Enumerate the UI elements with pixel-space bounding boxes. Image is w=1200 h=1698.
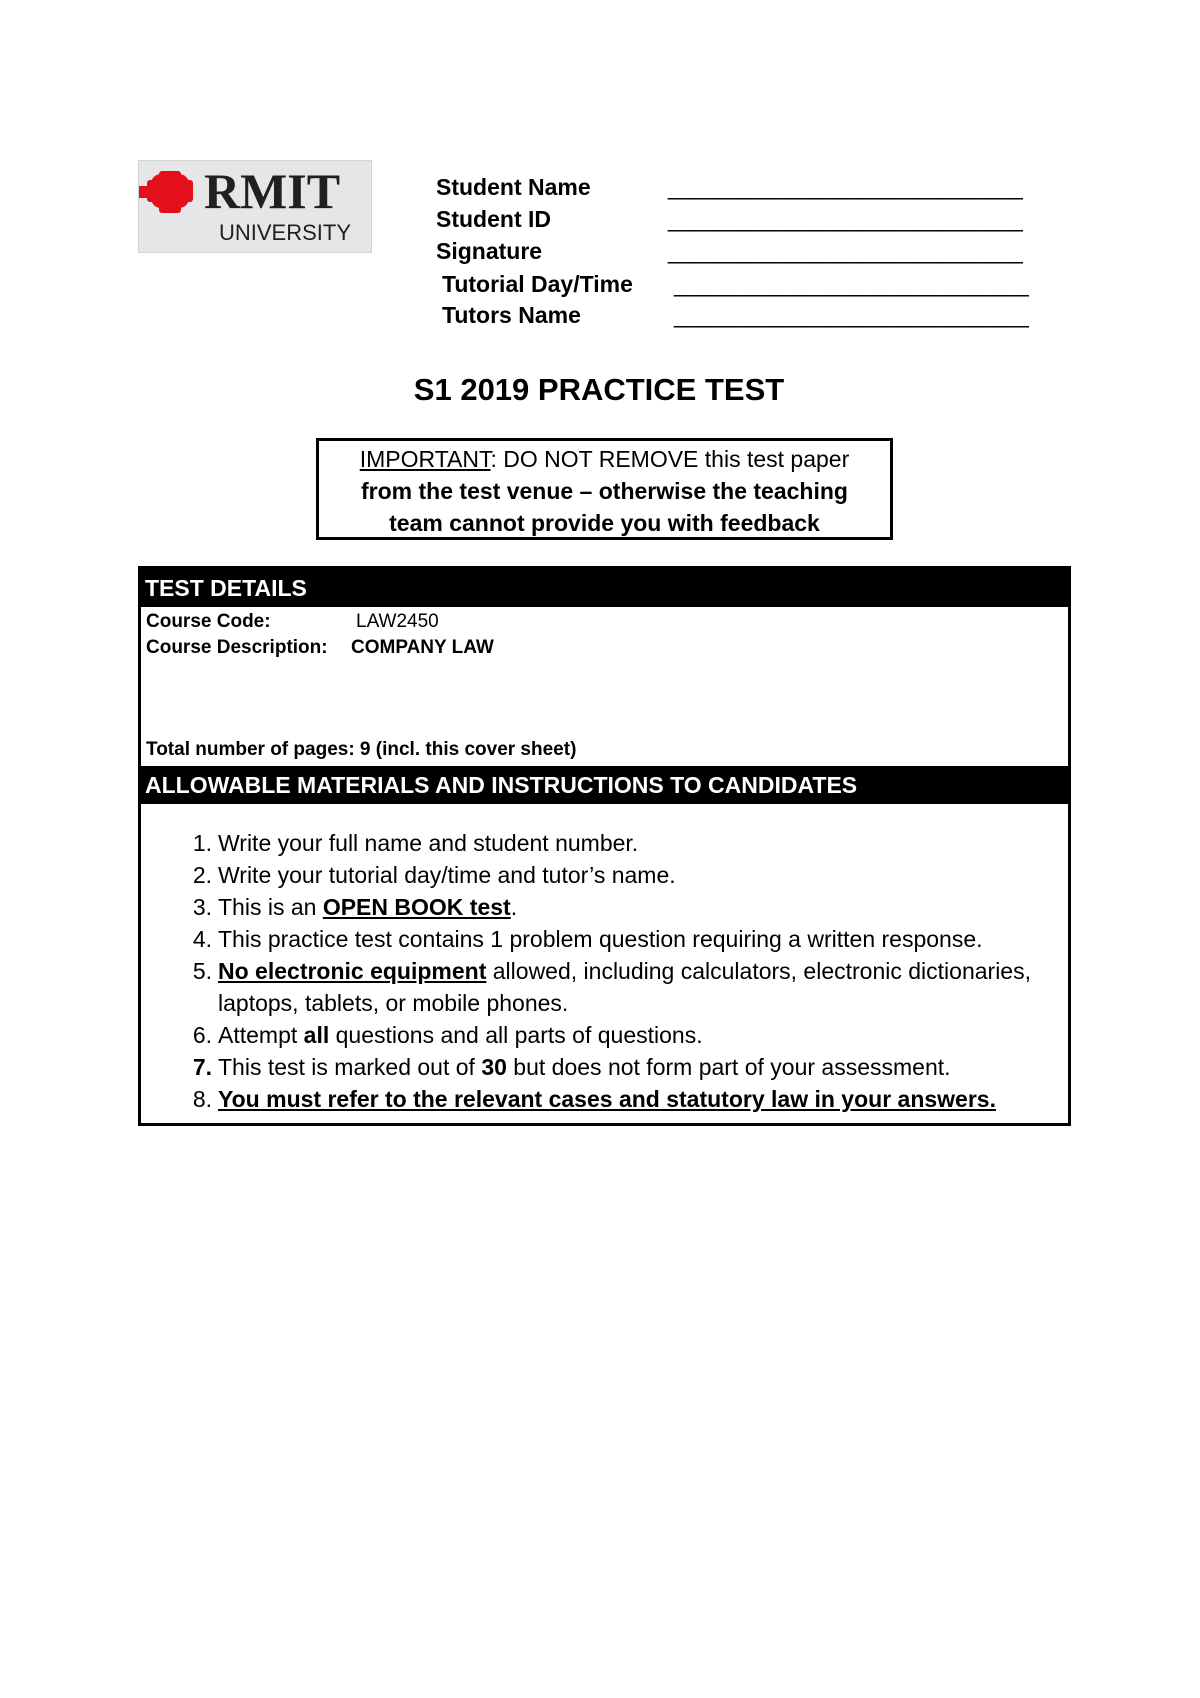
notice-line-3: team cannot provide you with feedback	[389, 510, 820, 536]
instruction-number: 8.	[192, 1086, 212, 1112]
tutors-name-label: Tutors Name	[442, 302, 581, 328]
instruction-number: 3.	[192, 894, 212, 920]
instruction-text-post: questions and all parts of questions.	[329, 1022, 703, 1048]
instruction-item	[141, 891, 1068, 923]
instruction-text: Write your full name and student number.	[218, 830, 639, 856]
rmit-logo-graphic	[139, 161, 373, 254]
instruction-item	[141, 859, 1068, 891]
instruction-number: 4.	[192, 926, 212, 952]
instruction-item	[141, 923, 1068, 955]
notice-line-2: from the test venue – otherwise the teaching	[361, 478, 848, 504]
tutorial-time-field[interactable]: ______________________________	[674, 271, 1028, 297]
instruction-emphasis: OPEN BOOK test	[322, 894, 511, 920]
instructions-header: ALLOWABLE MATERIALS AND INSTRUCTIONS TO CANDIDATES	[141, 766, 1068, 804]
instruction-text-post: but does not form part of your assessment.	[506, 1054, 951, 1080]
instruction-text: You must refer to the relevant cases and statutory law in your answers.	[218, 1086, 996, 1112]
instruction-text: This practice test contains 1 problem question requiring a written response.	[218, 926, 983, 952]
instruction-text-pre: This test is marked out of	[218, 1054, 482, 1080]
instruction-number: 6.	[192, 1022, 212, 1048]
course-description-label: Course Description:	[146, 637, 328, 658]
notice-line-1	[319, 443, 890, 475]
instruction-item	[141, 955, 1068, 1019]
instructions-list	[141, 827, 1068, 1115]
course-code-row	[146, 611, 439, 633]
instruction-emphasis: No electronic equipment	[218, 958, 487, 984]
instruction-text-post: .	[510, 894, 518, 920]
rmit-pixel-mark	[139, 171, 193, 213]
instruction-emphasis: 30	[481, 1054, 507, 1080]
important-notice	[316, 438, 893, 540]
test-details-header: TEST DETAILS	[141, 569, 1068, 607]
tutors-name-field[interactable]: ______________________________	[674, 302, 1028, 328]
instruction-text-pre: This is an	[218, 894, 323, 920]
instruction-item	[141, 827, 1068, 859]
course-code-label: Course Code:	[146, 611, 271, 632]
instruction-text: Write your tutorial day/time and tutor’s name.	[218, 862, 676, 888]
test-info-box	[138, 566, 1071, 1126]
course-code-value: LAW2450	[356, 611, 439, 632]
logo-brand-text: RMIT	[204, 163, 341, 219]
rmit-logo	[138, 160, 372, 253]
instruction-item	[141, 1051, 1068, 1083]
instruction-number: 1.	[192, 830, 212, 856]
total-pages: Total number of pages: 9 (incl. this cover sheet)	[146, 739, 577, 760]
student-id-label: Student ID	[436, 206, 551, 232]
course-description-row	[146, 637, 494, 659]
course-description-value: COMPANY LAW	[351, 637, 494, 658]
notice-line-1-rest: : DO NOT REMOVE this test paper	[490, 446, 850, 472]
student-name-field[interactable]: ______________________________	[668, 174, 1022, 200]
notice-important-label: IMPORTANT	[359, 446, 491, 472]
instruction-number: 5.	[192, 958, 212, 984]
tutorial-time-label: Tutorial Day/Time	[442, 271, 633, 297]
page-title-text: S1 2019 PRACTICE TEST	[413, 372, 785, 407]
instruction-number: 2.	[192, 862, 212, 888]
instruction-text-pre: Attempt	[218, 1022, 304, 1048]
signature-field[interactable]: ______________________________	[668, 238, 1022, 264]
page-title	[0, 372, 1200, 408]
instruction-item	[141, 1083, 1068, 1115]
signature-label: Signature	[436, 238, 543, 264]
student-name-label: Student Name	[436, 174, 591, 200]
instruction-emphasis: all	[303, 1022, 330, 1048]
student-id-field[interactable]: ______________________________	[668, 206, 1022, 232]
instruction-item	[141, 1019, 1068, 1051]
instruction-number: 7.	[192, 1054, 212, 1080]
logo-sub-text: UNIVERSITY	[219, 220, 352, 245]
instruction-text-post: allowed, including calculators, electronic dictionaries, laptops, tablets, or mobile phones.	[218, 958, 1031, 1016]
